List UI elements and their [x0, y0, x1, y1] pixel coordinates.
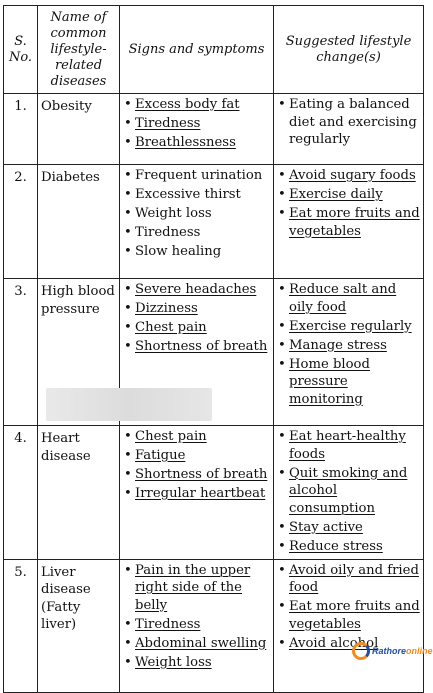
list-item: [123, 654, 270, 672]
serial-number: 5.: [4, 559, 38, 692]
table-row: [4, 165, 424, 279]
list-item-text: Exercise daily: [289, 187, 383, 202]
list-item: [123, 281, 270, 299]
list-item: [123, 635, 270, 653]
list-item: [123, 243, 270, 261]
disease-name: High blood pressure: [38, 279, 120, 426]
list-item-text: Home blood pressure monitoring: [289, 356, 370, 407]
table-row: [4, 426, 424, 560]
list-item: [123, 428, 270, 446]
list-item: [123, 205, 270, 223]
changes-list: [277, 167, 420, 240]
list-item-text: Breathlessness: [135, 135, 236, 150]
changes-cell: [274, 426, 424, 560]
symptoms-cell: [120, 165, 274, 279]
list-item-text: Exercise regularly: [289, 318, 412, 334]
list-item: [277, 562, 420, 597]
serial-number: 3.: [4, 279, 38, 426]
list-item-text: Shortness of breath: [135, 467, 268, 482]
symptoms-list: [123, 281, 270, 356]
list-item: [123, 167, 270, 185]
list-item: [123, 466, 270, 484]
list-item: [277, 167, 420, 185]
header-sno: S. No.: [4, 6, 38, 94]
list-item-text: Weight loss: [135, 654, 212, 670]
list-item: [277, 519, 420, 537]
lifestyle-diseases-table: [3, 5, 424, 693]
list-item: [277, 281, 420, 316]
serial-number: 1.: [4, 94, 38, 165]
list-item-text: Eat more fruits and vegetables: [289, 206, 420, 239]
list-item-text: Avoid sugary foods: [289, 168, 416, 183]
list-item: [123, 485, 270, 503]
list-item-text: Slow healing: [135, 244, 222, 259]
changes-list: [277, 562, 420, 653]
list-item: [123, 96, 270, 114]
changes-list: [277, 96, 420, 149]
list-item: [123, 224, 270, 242]
symptoms-cell: [120, 426, 274, 560]
list-item-text: Quit smoking and alcohol consumption: [289, 465, 408, 516]
list-item-text: Tiredness: [135, 116, 201, 131]
symptoms-cell: [120, 94, 274, 165]
list-item-text: Excessive thirst: [135, 187, 241, 202]
symptoms-cell: [120, 559, 274, 692]
watermark-logo: Rathoreonline: [352, 640, 427, 664]
changes-list: [277, 281, 420, 408]
list-item-text: Reduce salt and oily food: [289, 282, 397, 315]
list-item-text: Tiredness: [135, 616, 201, 632]
list-item: [277, 428, 420, 463]
list-item: [123, 562, 270, 615]
serial-number: 2.: [4, 165, 38, 279]
list-item-text: Abdominal swelling: [135, 635, 267, 651]
table-row: [4, 94, 424, 165]
list-item-text: Weight loss: [135, 206, 212, 221]
list-item: [123, 186, 270, 204]
changes-list: [277, 428, 420, 555]
list-item-text: Excess body fat: [135, 97, 240, 112]
list-item-text: Tiredness: [135, 225, 201, 240]
list-item: [123, 319, 270, 337]
symptoms-list: [123, 562, 270, 672]
disease-name: Heart disease: [38, 426, 120, 560]
list-item-text: Shortness of breath: [135, 339, 268, 354]
list-item-text: Eating a balanced diet and exercising regularly: [289, 97, 417, 147]
list-item-text: Severe headaches: [135, 282, 257, 297]
list-item: [123, 115, 270, 133]
list-item: [123, 134, 270, 152]
list-item-text: Irregular heartbeat: [135, 486, 266, 501]
changes-cell: [274, 279, 424, 426]
list-item: [123, 447, 270, 465]
disease-name: Diabetes: [38, 165, 120, 279]
list-item-text: Chest pain: [135, 429, 207, 444]
table-row: [4, 559, 424, 692]
list-item: [277, 205, 420, 240]
list-item-text: Chest pain: [135, 320, 207, 335]
list-item-text: Avoid alcohol: [289, 635, 379, 651]
disease-name: Obesity: [38, 94, 120, 165]
list-item: [277, 337, 420, 355]
symptoms-list: [123, 167, 270, 261]
header-changes: Suggested lifestyle change(s): [274, 6, 424, 94]
list-item: [123, 338, 270, 356]
redacted-block: [46, 388, 212, 421]
list-item: [123, 616, 270, 634]
changes-cell: [274, 559, 424, 692]
logo-ring-icon: [352, 642, 370, 660]
list-item-text: Reduce stress: [289, 538, 383, 554]
header-symptoms: Signs and symptoms: [120, 6, 274, 94]
symptoms-list: [123, 96, 270, 152]
list-item: [277, 538, 420, 556]
list-item-text: Manage stress: [289, 337, 387, 353]
list-item-text: Fatigue: [135, 448, 186, 463]
symptoms-list: [123, 428, 270, 503]
list-item: [277, 186, 420, 204]
list-item: [277, 318, 420, 336]
list-item: [123, 300, 270, 318]
list-item: [277, 465, 420, 518]
changes-cell: [274, 165, 424, 279]
list-item-text: Stay active: [289, 519, 363, 535]
serial-number: 4.: [4, 426, 38, 560]
list-item: [277, 598, 420, 633]
list-item-text: Eat more fruits and vegetables: [289, 599, 420, 632]
list-item-text: Dizziness: [135, 301, 198, 316]
list-item: [277, 356, 420, 409]
list-item: [277, 96, 420, 149]
header-disease: Name of common lifestyle-related diseases: [38, 6, 120, 94]
list-item-text: Avoid oily and fried food: [289, 562, 419, 595]
disease-name: Liver disease (Fatty liver): [38, 559, 120, 692]
list-item-text: Pain in the upper right side of the belly: [135, 562, 251, 613]
header-row: [4, 6, 424, 94]
changes-cell: [274, 94, 424, 165]
list-item-text: Frequent urination: [135, 168, 263, 183]
list-item-text: Eat heart-healthy foods: [289, 429, 406, 462]
